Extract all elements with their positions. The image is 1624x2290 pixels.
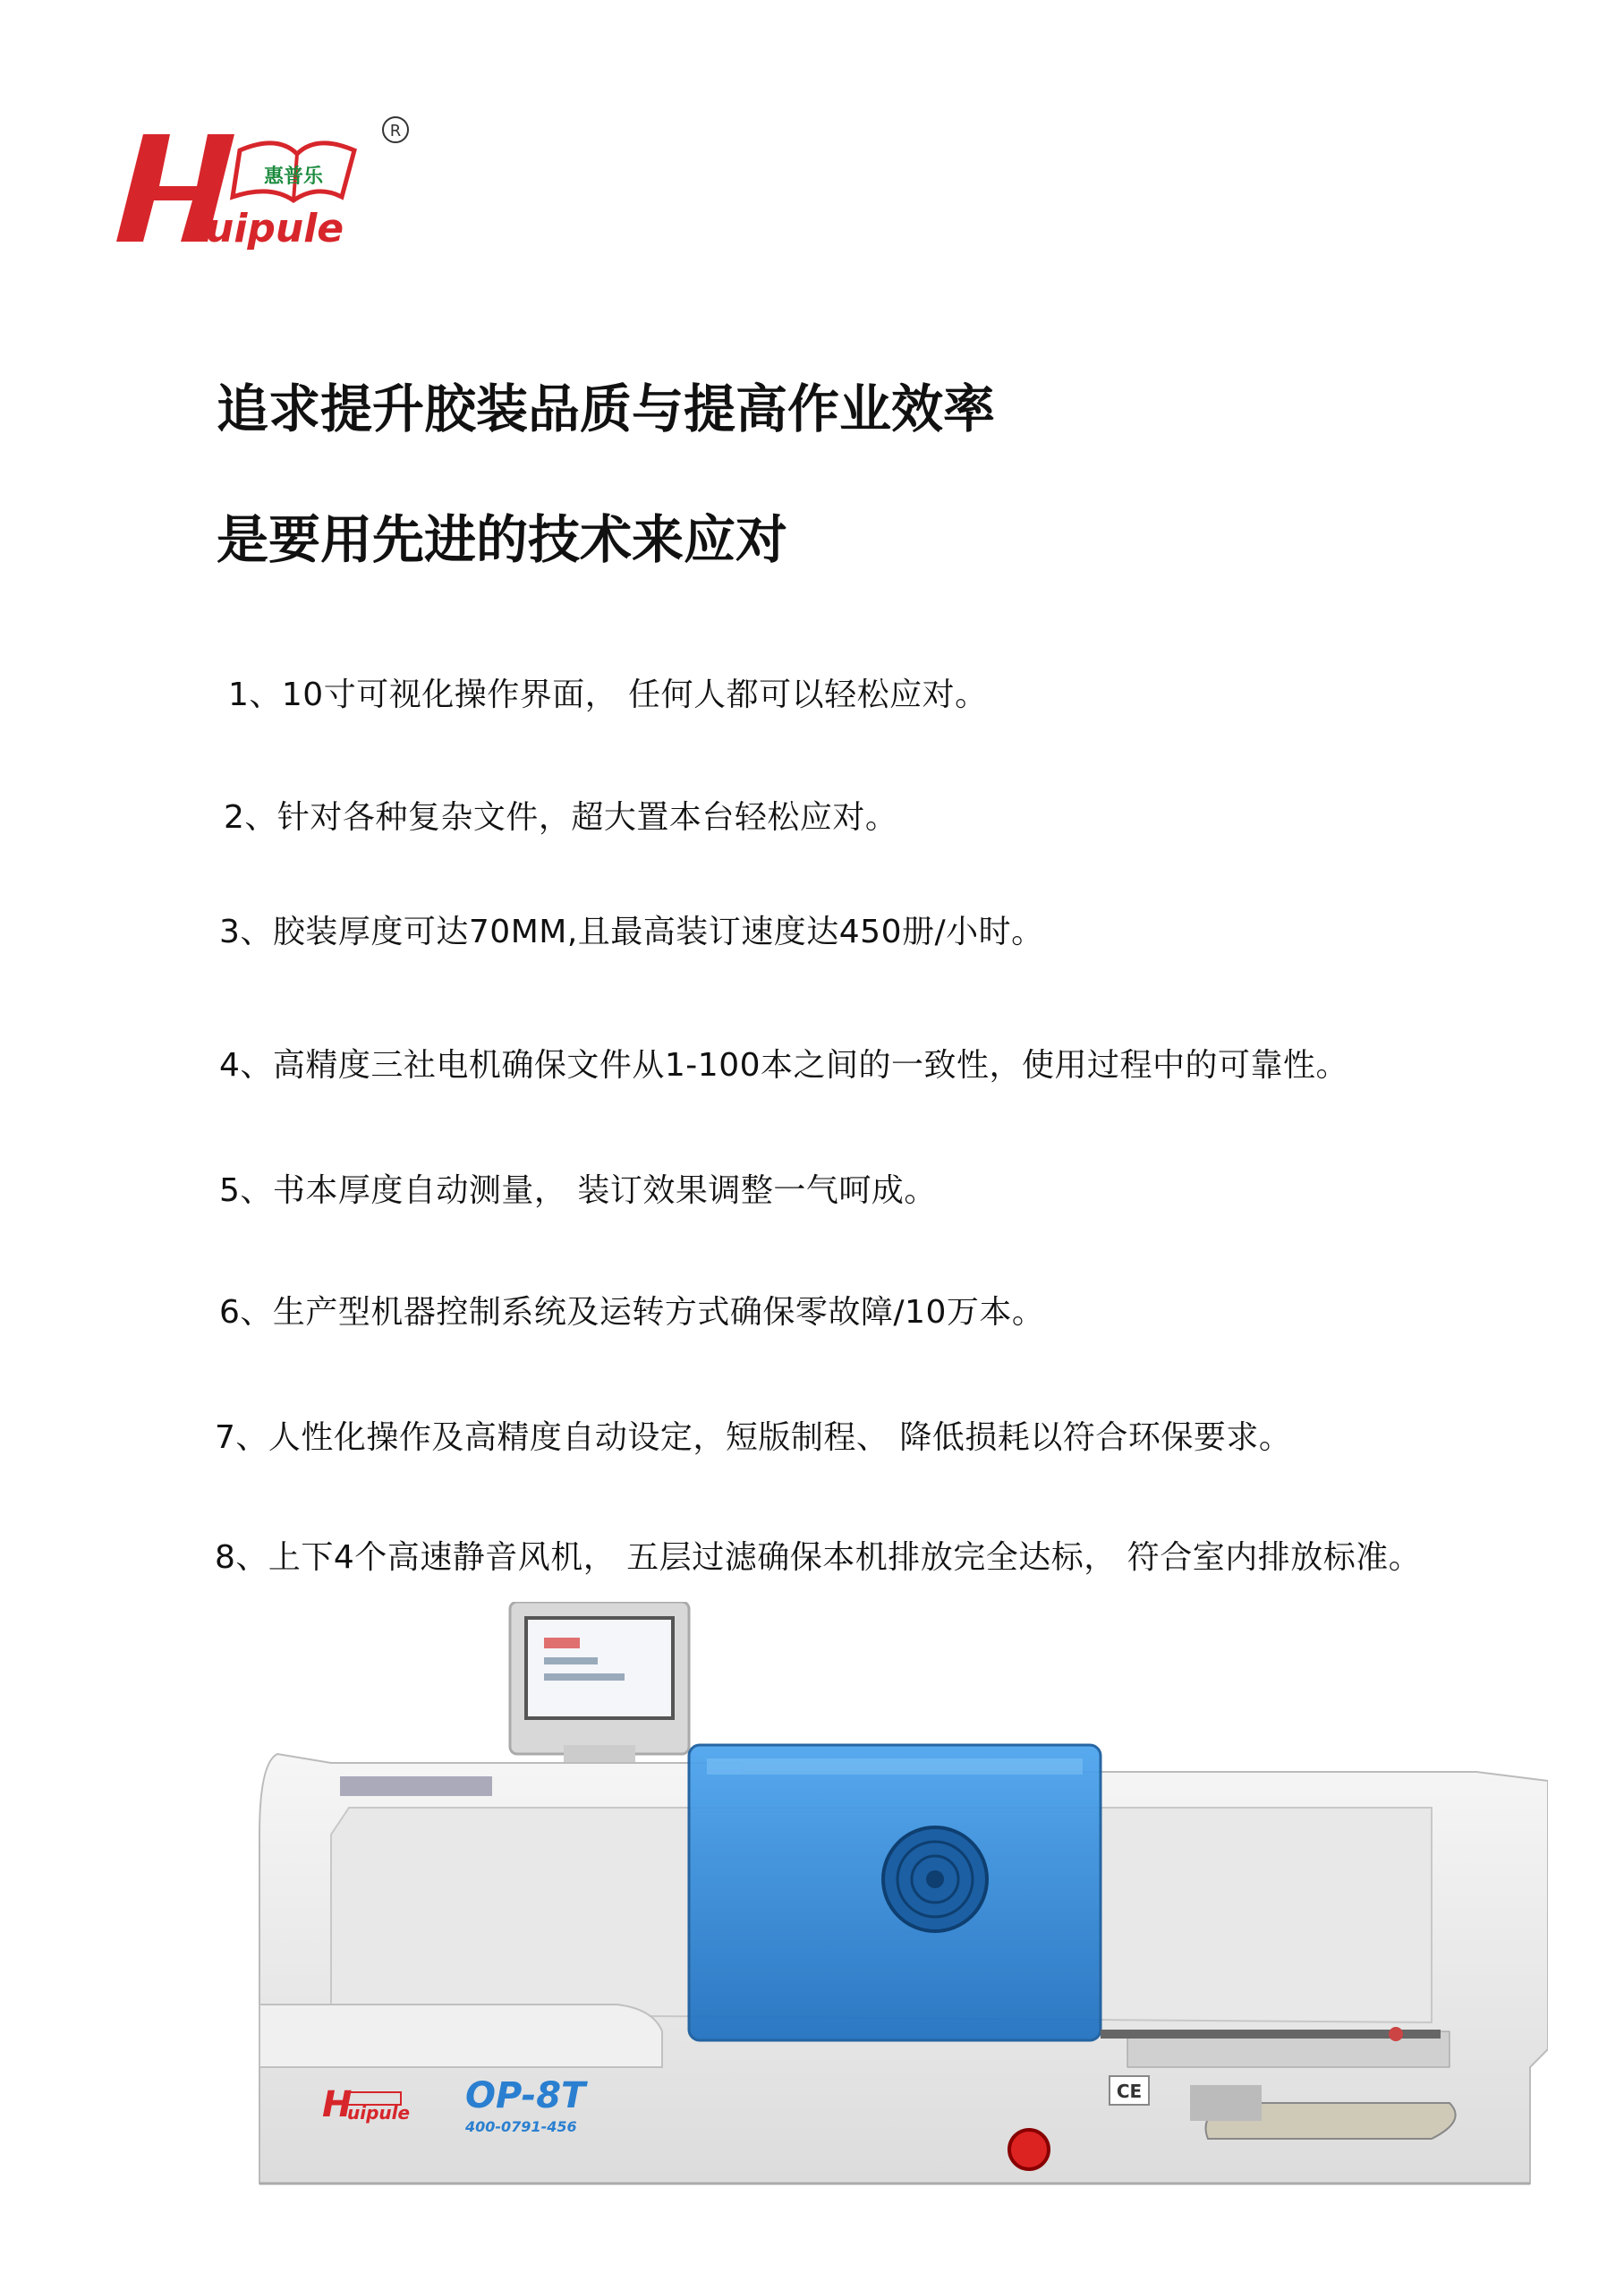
feature-item-7: 7、人性化操作及高精度自动设定，短版制程、 降低损耗以符合环保要求。: [215, 1419, 1292, 1456]
logo-chinese-name: 惠普乐: [263, 166, 324, 188]
machine-model-label: OP-8T: [465, 2075, 586, 2116]
huipule-logo: [107, 107, 429, 260]
feature-item-5: 5、书本厚度自动测量， 装订效果调整一气呵成。: [219, 1172, 937, 1209]
feature-item-8: 8、上下4个高速静音风机， 五层过滤确保本机排放完全达标， 符合室内排放标准。: [215, 1539, 1422, 1576]
svg-text:uipule: uipule: [347, 2102, 411, 2124]
svg-text:R: R: [389, 122, 402, 140]
blue-cover: [689, 1745, 1101, 2040]
machine-nameplate: [340, 1776, 492, 1796]
machine-phone-label: 400-0791-456: [465, 2118, 577, 2135]
emergency-stop-icon: [1009, 2130, 1049, 2169]
logo-wordmark: uipule: [206, 206, 344, 251]
feature-item-6: 6、生产型机器控制系统及运转方式确保零故障/10万本。: [219, 1294, 1045, 1331]
feature-item-1: 1、10寸可视化操作界面， 任何人都可以轻松应对。: [228, 677, 988, 713]
headline-line-1: 追求提升胶装品质与提高作业效率: [217, 379, 996, 439]
touch-screen: [510, 1602, 689, 1781]
feature-item-4: 4、高精度三社电机确保文件从1-100本之间的一致性，使用过程中的可靠性。: [219, 1047, 1349, 1084]
feature-item-3: 3、胶装厚度可达70MM,且最高装订速度达450册/小时。: [219, 914, 1044, 950]
svg-text:H: H: [322, 2084, 353, 2125]
feature-item-2: 2、针对各种复杂文件，超大置本台轻松应对。: [224, 799, 898, 836]
ce-mark: CE: [1116, 2081, 1143, 2102]
headline-line-2: 是要用先进的技术来应对: [217, 509, 788, 570]
machine-image: [242, 1602, 1548, 2192]
